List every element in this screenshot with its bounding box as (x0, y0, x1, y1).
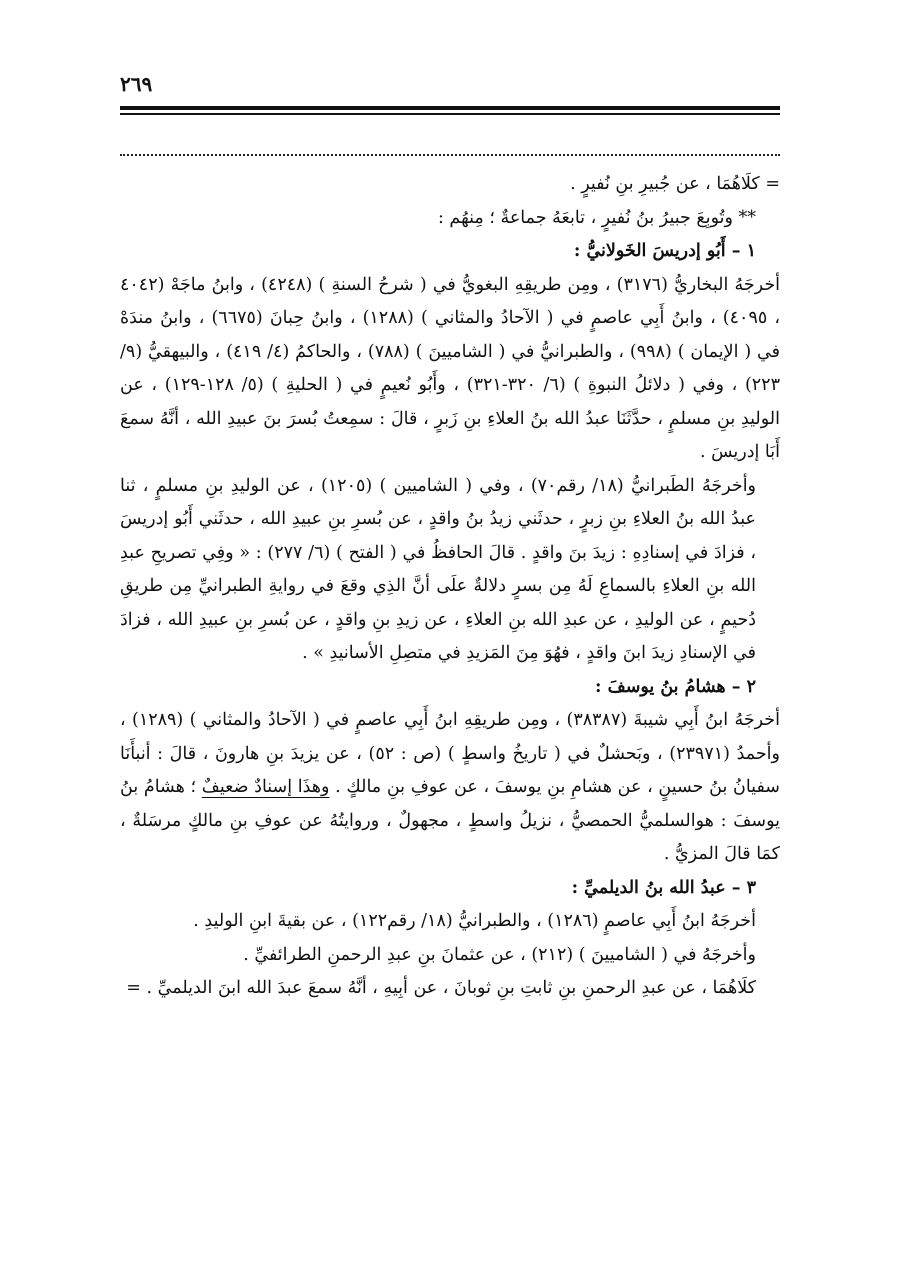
paragraph-2: وأخرجَهُ الطَبرانيُّ (١٨/ رقم٧٠) ، وفي ( الشاميين ) (١٢٠٥) ، عن الوليدِ بنِ مسلمٍ ، ثنا عبدُ الله بنُ العلاءِ بنِ زبرٍ ، حدثَني زيدُ بنُ واقدٍ ، عن بُسرِ بنِ عبيدِ الله ، حدثَني أَبُو إدريسَ ، فزادَ في إسنادِهِ : زيدَ بنَ واقدٍ . قالَ الحافظُ في ( الفتح ) (٦/ ٢٧٧) : « وفِي تصريحِ عبدِ الله بنِ العلاءِ بالسماعِ لَهُ مِن بسرٍ دلالةٌ علَى أنَّ الذِي وقعَ في روايةِ الطبرانيِّ مِن طريقِ دُحيمٍ ، عن الوليدِ ، عن عبدِ الله بنِ العلاءِ ، عن زيدِ بنِ واقدٍ ، عن بُسرِ بنِ عبيدِ الله ، فزادَ في الإسنادِ زيدَ ابنَ واقدٍ ، فهُوَ مِنَ المَزيدِ في متصِلِ الأسانيدِ » . (120, 475, 757, 663)
section-heading-2: ٢ – هشامُ بنُ يوسفَ : (595, 676, 756, 697)
paragraph-5: وأخرجَهُ في ( الشاميينَ ) (٢١٢) ، عن عثمانَ بنِ عبدِ الرحمنِ الطرائفيِّ . (243, 944, 756, 965)
paragraph-3 (120, 704, 780, 872)
paragraph-6: كلَاهُمَا ، عن عبدِ الرحمنِ بنِ ثابتِ بنِ ثوبانَ ، عن أبِيهِ ، أنَّهُ سمعَ عبدَ الله ابنَ الديلميِّ . = (126, 978, 756, 998)
paragraph-1: أخرجَهُ البخاريُّ (٣١٧٦) ، ومِن طريقِهِ البغويُّ في ( شرحُ السنةِ ) (٤٢٤٨) ، وابنُ ماجَهْ (٤٠٤٢ ، ٤٠٩٥) ، وابنُ أَبِي عاصمٍ في ( الآحادُ والمثاني ) (١٢٨٨) ، وابنُ حِبانَ (٦٦٧٥) ، وابنُ مندَهْ في ( الإيمان ) (٩٩٨) ، والطبرانيُّ في ( الشاميينَ ) (٧٨٨) ، والحاكمُ (٤/ ٤١٩) ، والبيهقيُّ (٩/ ٢٢٣) ، وفي ( دلائلُ النبوةِ ) (٦/ ٣٢٠-٣٢١) ، وأَبُو نُعيمٍ في ( الحليةِ ) (٥/ ١٢٨-١٢٩) ، عن الوليدِ بنِ مسلمٍ ، حدَّثَنَا عبدُ الله بنُ العلاءِ بنِ زَبرٍ ، قالَ : سمِعتُ بُسرَ بنَ عبيدِ الله ، أنَّهُ سمعَ أَبَا إدريسَ . (120, 274, 781, 462)
paragraph-3-start: أخرجَهُ ابنُ أَبِي شيبةَ (٣٨٣٨٧) ، ومِن طريقِهِ ابنُ أَبِي عاصمٍ في ( الآحادُ والمثاني ) (١٢٨٩) ، وأحمدُ (٢٣٩٧١) ، وبَحشلٌ في ( تاريخُ واسطٍ ) (ص : ٥٢) ، عن يزيدَ بنِ هارونَ ، قالَ : أنبأَنَا سفيانُ بنُ حسينٍ ، عن هشامِ بنِ يوسفَ ، عن عوفِ بنِ مالكٍ . (120, 710, 780, 797)
paragraph-4: أخرجَهُ ابنُ أَبِي عاصمٍ (١٢٨٦) ، والطبرانيُّ (١٨/ رقم١٢٢) ، عن بقيةَ ابنِ الوليدِ . (193, 911, 756, 931)
paragraph-3-end: ؛ هشامُ بنُ يوسفَ : هوالسلميُّ الحمصيُّ ، نزيلُ واسطٍ ، مجهولٌ ، وروايتُهُ عن عوفِ بنِ مالكٍ مرسَلةٌ ، كمَا قالَ المزيُّ . (120, 777, 780, 864)
header-rule-thick (120, 106, 780, 110)
continuation-line: = كلَاهُمَا ، عن جُبيرِ بنِ نُفيرٍ . (570, 174, 780, 194)
weak-chain-note: وهذَا إسنادٌ ضعيفٌ (201, 777, 330, 797)
section-heading-1: ١ – أَبُو إدريسَ الخَولانيُّ : (573, 241, 756, 261)
intro-line: ** وتُوبِعَ جبيرُ بنُ نُفيرٍ ، تابعَهُ جماعةٌ ؛ مِنهُم : (437, 207, 756, 228)
page-body (120, 168, 780, 1006)
page-number: ٢٦٩ (120, 72, 153, 96)
header-rule-thin (120, 113, 780, 115)
section-heading-3: ٣ – عبدُ الله بنُ الديلميِّ : (571, 877, 756, 898)
footnote-separator (120, 154, 780, 156)
